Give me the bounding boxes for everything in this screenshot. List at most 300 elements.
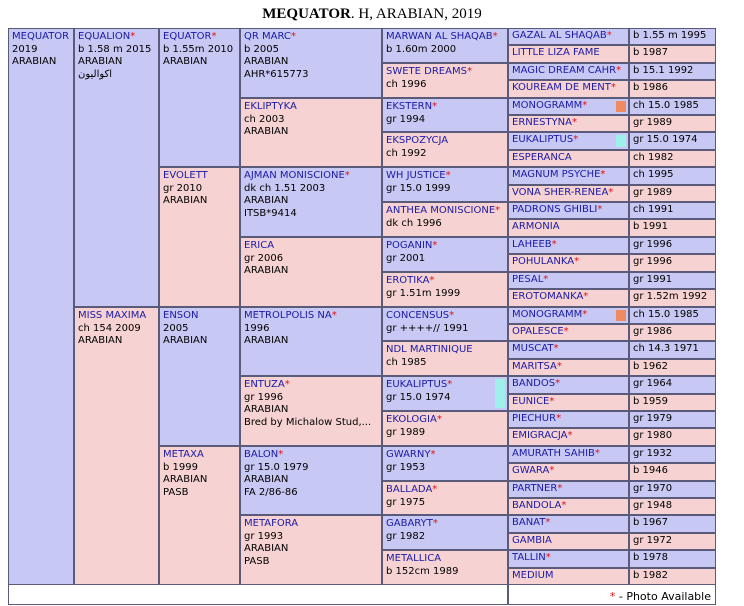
- horse-detail: ch 1985: [386, 356, 427, 368]
- photo-star-icon: *: [556, 413, 562, 424]
- photo-star-icon: *: [278, 449, 284, 460]
- horse-name-line: [386, 310, 504, 323]
- horse-cell[interactable]: [382, 167, 508, 202]
- horse-detail: ARABIAN: [78, 56, 123, 67]
- horse-name-link[interactable]: EROTIKA: [386, 275, 430, 286]
- horse-info-cell: ch 14.3 1971: [629, 341, 716, 359]
- photo-star-icon: *: [600, 169, 606, 180]
- horse-cell[interactable]: [508, 394, 629, 411]
- horse-detail: gr 1989: [386, 426, 426, 438]
- horse-name-link[interactable]: EUNICE: [512, 396, 550, 407]
- horse-name-link[interactable]: KOUREAM DE MENT: [512, 82, 611, 93]
- horse-name-line: [244, 379, 378, 392]
- horse-cell[interactable]: [240, 376, 382, 446]
- photo-star-icon: *: [597, 204, 603, 215]
- horse-name-link[interactable]: POHULANKA: [512, 256, 575, 267]
- legend-text: - Photo Available: [615, 590, 711, 603]
- horse-cell[interactable]: [508, 150, 629, 167]
- horse-name-link[interactable]: WH JUSTICE: [386, 170, 446, 181]
- horse-detail: AHR*615773: [244, 68, 309, 80]
- horse-detail: gr 2001: [386, 252, 426, 264]
- legend-star: *: [609, 590, 616, 603]
- horse-cell[interactable]: [382, 550, 508, 585]
- photo-star-icon: *: [432, 240, 438, 251]
- horse-cell[interactable]: [508, 359, 629, 376]
- title-details: . H, ARABIAN, 2019: [350, 6, 482, 22]
- horse-cell[interactable]: [508, 98, 629, 115]
- photo-star-icon: *: [432, 484, 438, 495]
- horse-name-link[interactable]: MUSCAT: [512, 343, 554, 354]
- horse-detail: b 152cm 1989: [386, 565, 459, 577]
- horse-name-link[interactable]: PIECHUR: [512, 413, 557, 424]
- horse-detail: ch 1996: [386, 78, 427, 90]
- horse-cell[interactable]: [382, 272, 508, 307]
- horse-info-cell: gr 1996: [629, 254, 716, 272]
- horse-detail: gr 2006: [244, 252, 284, 264]
- color-swatch: [616, 135, 626, 147]
- horse-cell[interactable]: [508, 167, 629, 185]
- horse-cell[interactable]: [508, 237, 629, 254]
- horse-name-link[interactable]: BALLADA: [386, 484, 433, 495]
- horse-info-cell: b 1959: [629, 394, 716, 411]
- horse-detail: gr ++++// 1991: [386, 322, 469, 334]
- horse-detail: 1996: [244, 322, 270, 334]
- horse-name-line: [386, 449, 504, 462]
- photo-star-icon: *: [557, 483, 563, 494]
- photo-star-icon: *: [556, 361, 562, 372]
- photo-star-icon: *: [555, 378, 561, 389]
- horse-info-cell: gr 1948: [629, 498, 716, 515]
- horse-detail: ch 1992: [386, 147, 427, 159]
- horse-cell[interactable]: [508, 219, 629, 237]
- horse-name-link[interactable]: PADRONS GHIBLI: [512, 204, 598, 215]
- horse-name-link[interactable]: GABARYT: [386, 518, 433, 529]
- horse-name-link[interactable]: POGANIN: [386, 240, 433, 251]
- horse-name-line: [78, 310, 155, 323]
- horse-name-link[interactable]: EUKALIPTUS: [512, 134, 574, 145]
- photo-star-icon: *: [436, 414, 442, 425]
- horse-name-link[interactable]: EKOLOGIA: [386, 414, 437, 425]
- photo-star-icon: *: [608, 187, 614, 198]
- horse-detail: FA 2/86-86: [244, 486, 298, 498]
- photo-star-icon: *: [447, 379, 453, 390]
- horse-name-link[interactable]: METAXA: [163, 449, 204, 460]
- horse-info-cell: b 1987: [629, 45, 716, 63]
- horse-cell[interactable]: [159, 28, 240, 167]
- horse-name-line: [78, 31, 155, 44]
- photo-star-icon: *: [610, 82, 616, 93]
- horse-name-link[interactable]: AMURATH SAHIB: [512, 448, 595, 459]
- photo-star-icon: *: [432, 101, 438, 112]
- horse-info-cell: ch 1991: [629, 202, 716, 219]
- horse-detail: ARABIAN: [163, 195, 208, 206]
- horse-name-link[interactable]: ERICA: [244, 240, 275, 251]
- horse-name-link[interactable]: QR MARC: [244, 31, 291, 42]
- horse-detail: b 1999: [163, 461, 198, 473]
- horse-name-line: [386, 170, 504, 183]
- photo-star-icon: *: [211, 31, 217, 42]
- horse-name-link[interactable]: METAFORA: [244, 518, 299, 529]
- horse-name-link[interactable]: BANAT: [512, 517, 546, 528]
- horse-detail: dk ch 1.51 2003: [244, 182, 326, 194]
- horse-cell[interactable]: [508, 63, 629, 80]
- horse-info-cell: gr 1996: [629, 237, 716, 254]
- photo-star-icon: *: [466, 66, 472, 77]
- horse-cell[interactable]: [508, 533, 629, 550]
- horse-name-link[interactable]: EKLIPTYKA: [244, 101, 297, 112]
- photo-star-icon: *: [545, 552, 551, 563]
- photo-star-icon: *: [573, 134, 579, 145]
- horse-detail: Bred by Michalow Stud,...: [244, 416, 372, 428]
- horse-name-link[interactable]: GWARNY: [386, 449, 431, 460]
- horse-name-link[interactable]: MISS MAXIMA: [78, 310, 147, 321]
- photo-star-icon: *: [563, 326, 569, 337]
- photo-star-icon: *: [429, 275, 435, 286]
- horse-cell[interactable]: [508, 446, 629, 463]
- horse-name-line: [386, 414, 504, 427]
- photo-star-icon: *: [549, 396, 555, 407]
- horse-cell[interactable]: [508, 132, 629, 150]
- horse-cell[interactable]: [508, 568, 629, 585]
- horse-info-cell: gr 1986: [629, 324, 716, 341]
- horse-detail: gr 1953: [386, 461, 426, 473]
- horse-detail: PASB: [163, 486, 189, 498]
- horse-cell[interactable]: [382, 63, 508, 98]
- photo-star-icon: *: [549, 465, 555, 476]
- horse-detail: ARABIAN: [163, 335, 208, 346]
- horse-name-link[interactable]: EKSTERN: [386, 101, 433, 112]
- horse-cell[interactable]: [382, 515, 508, 550]
- horse-name-link[interactable]: EQUATOR: [163, 31, 212, 42]
- horse-name-link[interactable]: CONCENSUS: [386, 310, 450, 321]
- horse-info-cell: gr 1979: [629, 411, 716, 428]
- horse-info-cell: b 1.55 m 1995: [629, 28, 716, 45]
- horse-name-link[interactable]: ENSON: [163, 310, 199, 321]
- horse-cell[interactable]: [508, 515, 629, 533]
- horse-info-cell: b 1946: [629, 463, 716, 481]
- horse-cell[interactable]: [382, 376, 508, 411]
- horse-name-line: [244, 310, 378, 323]
- photo-star-icon: *: [495, 205, 501, 216]
- photo-star-icon: *: [561, 500, 567, 511]
- horse-name-line: [244, 101, 378, 114]
- horse-detail: ARABIAN: [78, 335, 123, 346]
- horse-cell[interactable]: [382, 202, 508, 237]
- horse-name-link[interactable]: GWARA: [512, 465, 550, 476]
- horse-name-link[interactable]: TALLIN: [512, 552, 546, 563]
- color-swatch: [616, 101, 626, 112]
- horse-cell[interactable]: [159, 446, 240, 585]
- horse-name-line: [386, 553, 504, 566]
- horse-detail: ch 2003: [244, 113, 285, 125]
- horse-cell[interactable]: [382, 481, 508, 515]
- horse-name-link[interactable]: OPALESCE: [512, 326, 564, 337]
- horse-cell[interactable]: [508, 428, 629, 446]
- photo-star-icon: *: [449, 310, 455, 321]
- horse-name-line: [386, 31, 504, 44]
- photo-star-icon: *: [571, 117, 577, 128]
- horse-detail: gr 1994: [386, 113, 426, 125]
- horse-cell[interactable]: [382, 307, 508, 341]
- horse-cell[interactable]: [240, 307, 382, 376]
- horse-cell[interactable]: [508, 498, 629, 515]
- horse-name-line: [244, 240, 378, 253]
- horse-detail: ITSB*9414: [244, 207, 297, 219]
- horse-name-link[interactable]: PESAL: [512, 274, 544, 285]
- horse-cell[interactable]: [240, 446, 382, 515]
- photo-star-icon: *: [543, 274, 549, 285]
- photo-star-icon: *: [344, 170, 350, 181]
- photo-star-icon: *: [567, 430, 573, 441]
- photo-star-icon: *: [583, 291, 589, 302]
- horse-detail: gr 1.51m 1999: [386, 287, 461, 299]
- horse-info-cell: gr 1932: [629, 446, 716, 463]
- horse-cell[interactable]: [508, 341, 629, 359]
- horse-name-link[interactable]: BALON: [244, 449, 279, 460]
- horse-cell[interactable]: [240, 167, 382, 237]
- horse-detail: b 1.55m 2010: [163, 43, 234, 55]
- horse-detail: gr 1993: [244, 530, 284, 542]
- horse-detail: dk ch 1996: [386, 217, 442, 229]
- horse-cell[interactable]: [508, 307, 629, 324]
- horse-name-link[interactable]: EUKALIPTUS: [386, 379, 448, 390]
- horse-name-link[interactable]: MARWAN AL SHAQAB: [386, 31, 493, 42]
- horse-name-line: [163, 170, 236, 183]
- horse-name-link[interactable]: MEQUATOR: [12, 31, 70, 42]
- horse-name-line: [163, 31, 236, 44]
- horse-cell[interactable]: [508, 376, 629, 394]
- horse-info-cell: ch 15.0 1985: [629, 307, 716, 324]
- horse-name-line: [244, 449, 378, 462]
- horse-name-link[interactable]: NDL MARTINIQUE: [386, 344, 473, 355]
- horse-name-line: [244, 518, 378, 531]
- horse-name-line: [12, 31, 70, 44]
- horse-cell[interactable]: [508, 411, 629, 428]
- horse-name-line: [386, 484, 504, 497]
- horse-cell[interactable]: [508, 481, 629, 498]
- horse-cell[interactable]: [240, 28, 382, 98]
- horse-info-cell: b 1986: [629, 80, 716, 98]
- horse-name-line: [244, 170, 378, 183]
- horse-name-link[interactable]: EKSPOZYCJA: [386, 135, 449, 146]
- horse-cell[interactable]: [508, 324, 629, 341]
- horse-cell[interactable]: [159, 307, 240, 446]
- horse-name-link[interactable]: LITTLE LIZA FAME: [512, 47, 600, 58]
- page-title: [0, 6, 744, 23]
- horse-detail: ch 154 2009: [78, 322, 141, 334]
- horse-info-cell: gr 1970: [629, 481, 716, 498]
- horse-detail: ARABIAN: [244, 474, 289, 485]
- horse-name-title: MEQUATOR: [262, 6, 351, 22]
- photo-star-icon: *: [545, 517, 551, 528]
- color-swatch: [616, 310, 626, 321]
- horse-detail: ARABIAN: [244, 195, 289, 206]
- horse-detail: اكوالیون: [78, 68, 113, 80]
- horse-detail: b 1.60m 2000: [386, 43, 457, 55]
- horse-name-link[interactable]: EROTOMANKA: [512, 291, 584, 302]
- horse-info-cell: gr 1972: [629, 533, 716, 550]
- horse-detail: gr 1982: [386, 530, 426, 542]
- horse-name-line: [386, 101, 504, 114]
- horse-info-cell: gr 1989: [629, 115, 716, 132]
- horse-cell[interactable]: [508, 80, 629, 98]
- photo-star-icon: *: [553, 343, 559, 354]
- horse-cell[interactable]: [382, 341, 508, 376]
- horse-info-cell: b 15.1 1992: [629, 63, 716, 80]
- horse-name-link[interactable]: ANTHEA MONISCIONE: [386, 205, 496, 216]
- horse-cell[interactable]: [508, 45, 629, 63]
- horse-name-link[interactable]: MONOGRAMM: [512, 309, 583, 320]
- photo-star-icon: *: [284, 379, 290, 390]
- horse-info-cell: b 1991: [629, 219, 716, 237]
- photo-star-icon: *: [582, 309, 588, 320]
- horse-cell[interactable]: [382, 132, 508, 167]
- horse-info-cell: b 1978: [629, 550, 716, 568]
- horse-cell[interactable]: [508, 28, 629, 45]
- horse-info-cell: ch 1995: [629, 167, 716, 185]
- horse-cell[interactable]: [74, 307, 159, 585]
- horse-name-link[interactable]: LAHEEB: [512, 239, 552, 250]
- horse-name-line: [386, 518, 504, 531]
- horse-name-link[interactable]: METROLPOLIS NA: [244, 310, 332, 321]
- horse-name-link[interactable]: METALLICA: [386, 553, 442, 564]
- horse-detail: ARABIAN: [163, 474, 208, 485]
- horse-cell[interactable]: [382, 28, 508, 63]
- horse-detail: ARABIAN: [244, 543, 289, 554]
- horse-detail: 2005: [163, 322, 189, 334]
- horse-info-cell: ch 1982: [629, 150, 716, 167]
- horse-detail: gr 15.0 1999: [386, 182, 451, 194]
- horse-detail: ARABIAN: [244, 404, 289, 415]
- horse-name-link[interactable]: ESPERANCA: [512, 152, 572, 163]
- horse-name-link[interactable]: MONOGRAMM: [512, 100, 583, 111]
- horse-name-link[interactable]: MAGIC DREAM CAHR: [512, 65, 617, 76]
- horse-name-line: [386, 379, 504, 392]
- horse-cell[interactable]: [508, 272, 629, 289]
- horse-detail: ARABIAN: [244, 126, 289, 137]
- horse-cell[interactable]: [508, 463, 629, 481]
- horse-info-cell: b 1967: [629, 515, 716, 533]
- horse-cell[interactable]: [508, 185, 629, 202]
- photo-star-icon: *: [574, 256, 580, 267]
- horse-cell[interactable]: [74, 28, 159, 307]
- horse-name-line: [386, 240, 504, 253]
- horse-name-link[interactable]: EMIGRACJA: [512, 430, 568, 441]
- horse-info-cell: gr 1.52m 1992: [629, 289, 716, 307]
- horse-name-link[interactable]: PARTNER: [512, 483, 558, 494]
- horse-name-link[interactable]: MEDIUM: [512, 570, 554, 581]
- photo-star-icon: *: [492, 31, 498, 42]
- horse-cell[interactable]: [382, 237, 508, 272]
- horse-cell[interactable]: [240, 237, 382, 307]
- horse-cell[interactable]: [508, 254, 629, 272]
- horse-name-line: [386, 275, 504, 288]
- horse-name-link[interactable]: GAMBIA: [512, 535, 552, 546]
- horse-info-cell: gr 1964: [629, 376, 716, 394]
- photo-star-icon: *: [432, 518, 438, 529]
- horse-info-cell: gr 1980: [629, 428, 716, 446]
- photo-star-icon: *: [290, 31, 296, 42]
- horse-name-link[interactable]: EVOLETT: [163, 170, 208, 181]
- horse-name-link[interactable]: BANDOLA: [512, 500, 562, 511]
- horse-detail: ARABIAN: [163, 56, 208, 67]
- horse-name-link[interactable]: SWETE DREAMS: [386, 66, 467, 77]
- horse-name-line: [163, 310, 236, 323]
- horse-name-line: [244, 31, 378, 44]
- horse-detail: gr 1996: [244, 391, 284, 403]
- horse-detail: ARABIAN: [12, 56, 57, 67]
- horse-detail: b 1.58 m 2015: [78, 43, 152, 55]
- photo-legend: [508, 585, 716, 605]
- horse-cell[interactable]: [508, 202, 629, 219]
- photo-star-icon: *: [582, 100, 588, 111]
- horse-name-link[interactable]: VONA SHER-RENEA: [512, 187, 609, 198]
- color-swatch: [495, 379, 505, 408]
- horse-cell[interactable]: [240, 98, 382, 167]
- horse-info-cell: gr 15.0 1974: [629, 132, 716, 150]
- horse-detail: gr 2010: [163, 182, 203, 194]
- horse-cell[interactable]: [508, 115, 629, 132]
- horse-cell[interactable]: [382, 98, 508, 132]
- horse-cell[interactable]: [159, 167, 240, 307]
- photo-star-icon: *: [445, 170, 451, 181]
- horse-cell[interactable]: [240, 515, 382, 585]
- photo-star-icon: *: [430, 449, 436, 460]
- horse-info-cell: gr 1991: [629, 272, 716, 289]
- horse-detail: ARABIAN: [244, 56, 289, 67]
- horse-cell[interactable]: [508, 550, 629, 568]
- horse-name-link[interactable]: ENTUZA: [244, 379, 285, 390]
- horse-detail: gr 1975: [386, 496, 426, 508]
- photo-star-icon: *: [616, 65, 622, 76]
- horse-info-cell: gr 1989: [629, 185, 716, 202]
- horse-detail: PASB: [244, 555, 270, 567]
- photo-star-icon: *: [551, 239, 557, 250]
- horse-detail: ARABIAN: [244, 335, 289, 346]
- horse-name-link[interactable]: EQUALION: [78, 31, 131, 42]
- photo-star-icon: *: [331, 310, 337, 321]
- horse-name-link[interactable]: MARITSA: [512, 361, 557, 372]
- horse-name-link[interactable]: AJMAN MONISCIONE: [244, 170, 345, 181]
- horse-detail: gr 15.0 1979: [244, 461, 309, 473]
- horse-detail: 2019: [12, 43, 38, 55]
- horse-name-line: [163, 449, 236, 462]
- horse-detail: b 2005: [244, 43, 279, 55]
- horse-detail: gr 15.0 1974: [386, 391, 451, 403]
- horse-name-link[interactable]: GAZAL AL SHAQAB: [512, 30, 607, 41]
- horse-cell[interactable]: [382, 446, 508, 481]
- horse-name-line: [386, 344, 504, 357]
- horse-info-cell: b 1962: [629, 359, 716, 376]
- horse-name-link[interactable]: ERNESTYNA: [512, 117, 572, 128]
- horse-name-line: [386, 205, 504, 218]
- horse-name-link[interactable]: ARMONIA: [512, 221, 560, 232]
- legend-box: [8, 585, 508, 605]
- horse-name-line: [386, 66, 504, 79]
- horse-detail: ARABIAN: [244, 265, 289, 276]
- horse-name-link[interactable]: BANDOS: [512, 378, 556, 389]
- horse-name-line: [386, 135, 504, 148]
- photo-star-icon: *: [594, 448, 600, 459]
- horse-info-cell: ch 15.0 1985: [629, 98, 716, 115]
- horse-info-cell: b 1982: [629, 568, 716, 585]
- horse-cell[interactable]: [8, 28, 74, 585]
- horse-cell[interactable]: [382, 411, 508, 446]
- photo-star-icon: *: [606, 30, 612, 41]
- horse-cell[interactable]: [508, 289, 629, 307]
- horse-name-link[interactable]: MAGNUM PSYCHE: [512, 169, 601, 180]
- photo-star-icon: *: [130, 31, 136, 42]
